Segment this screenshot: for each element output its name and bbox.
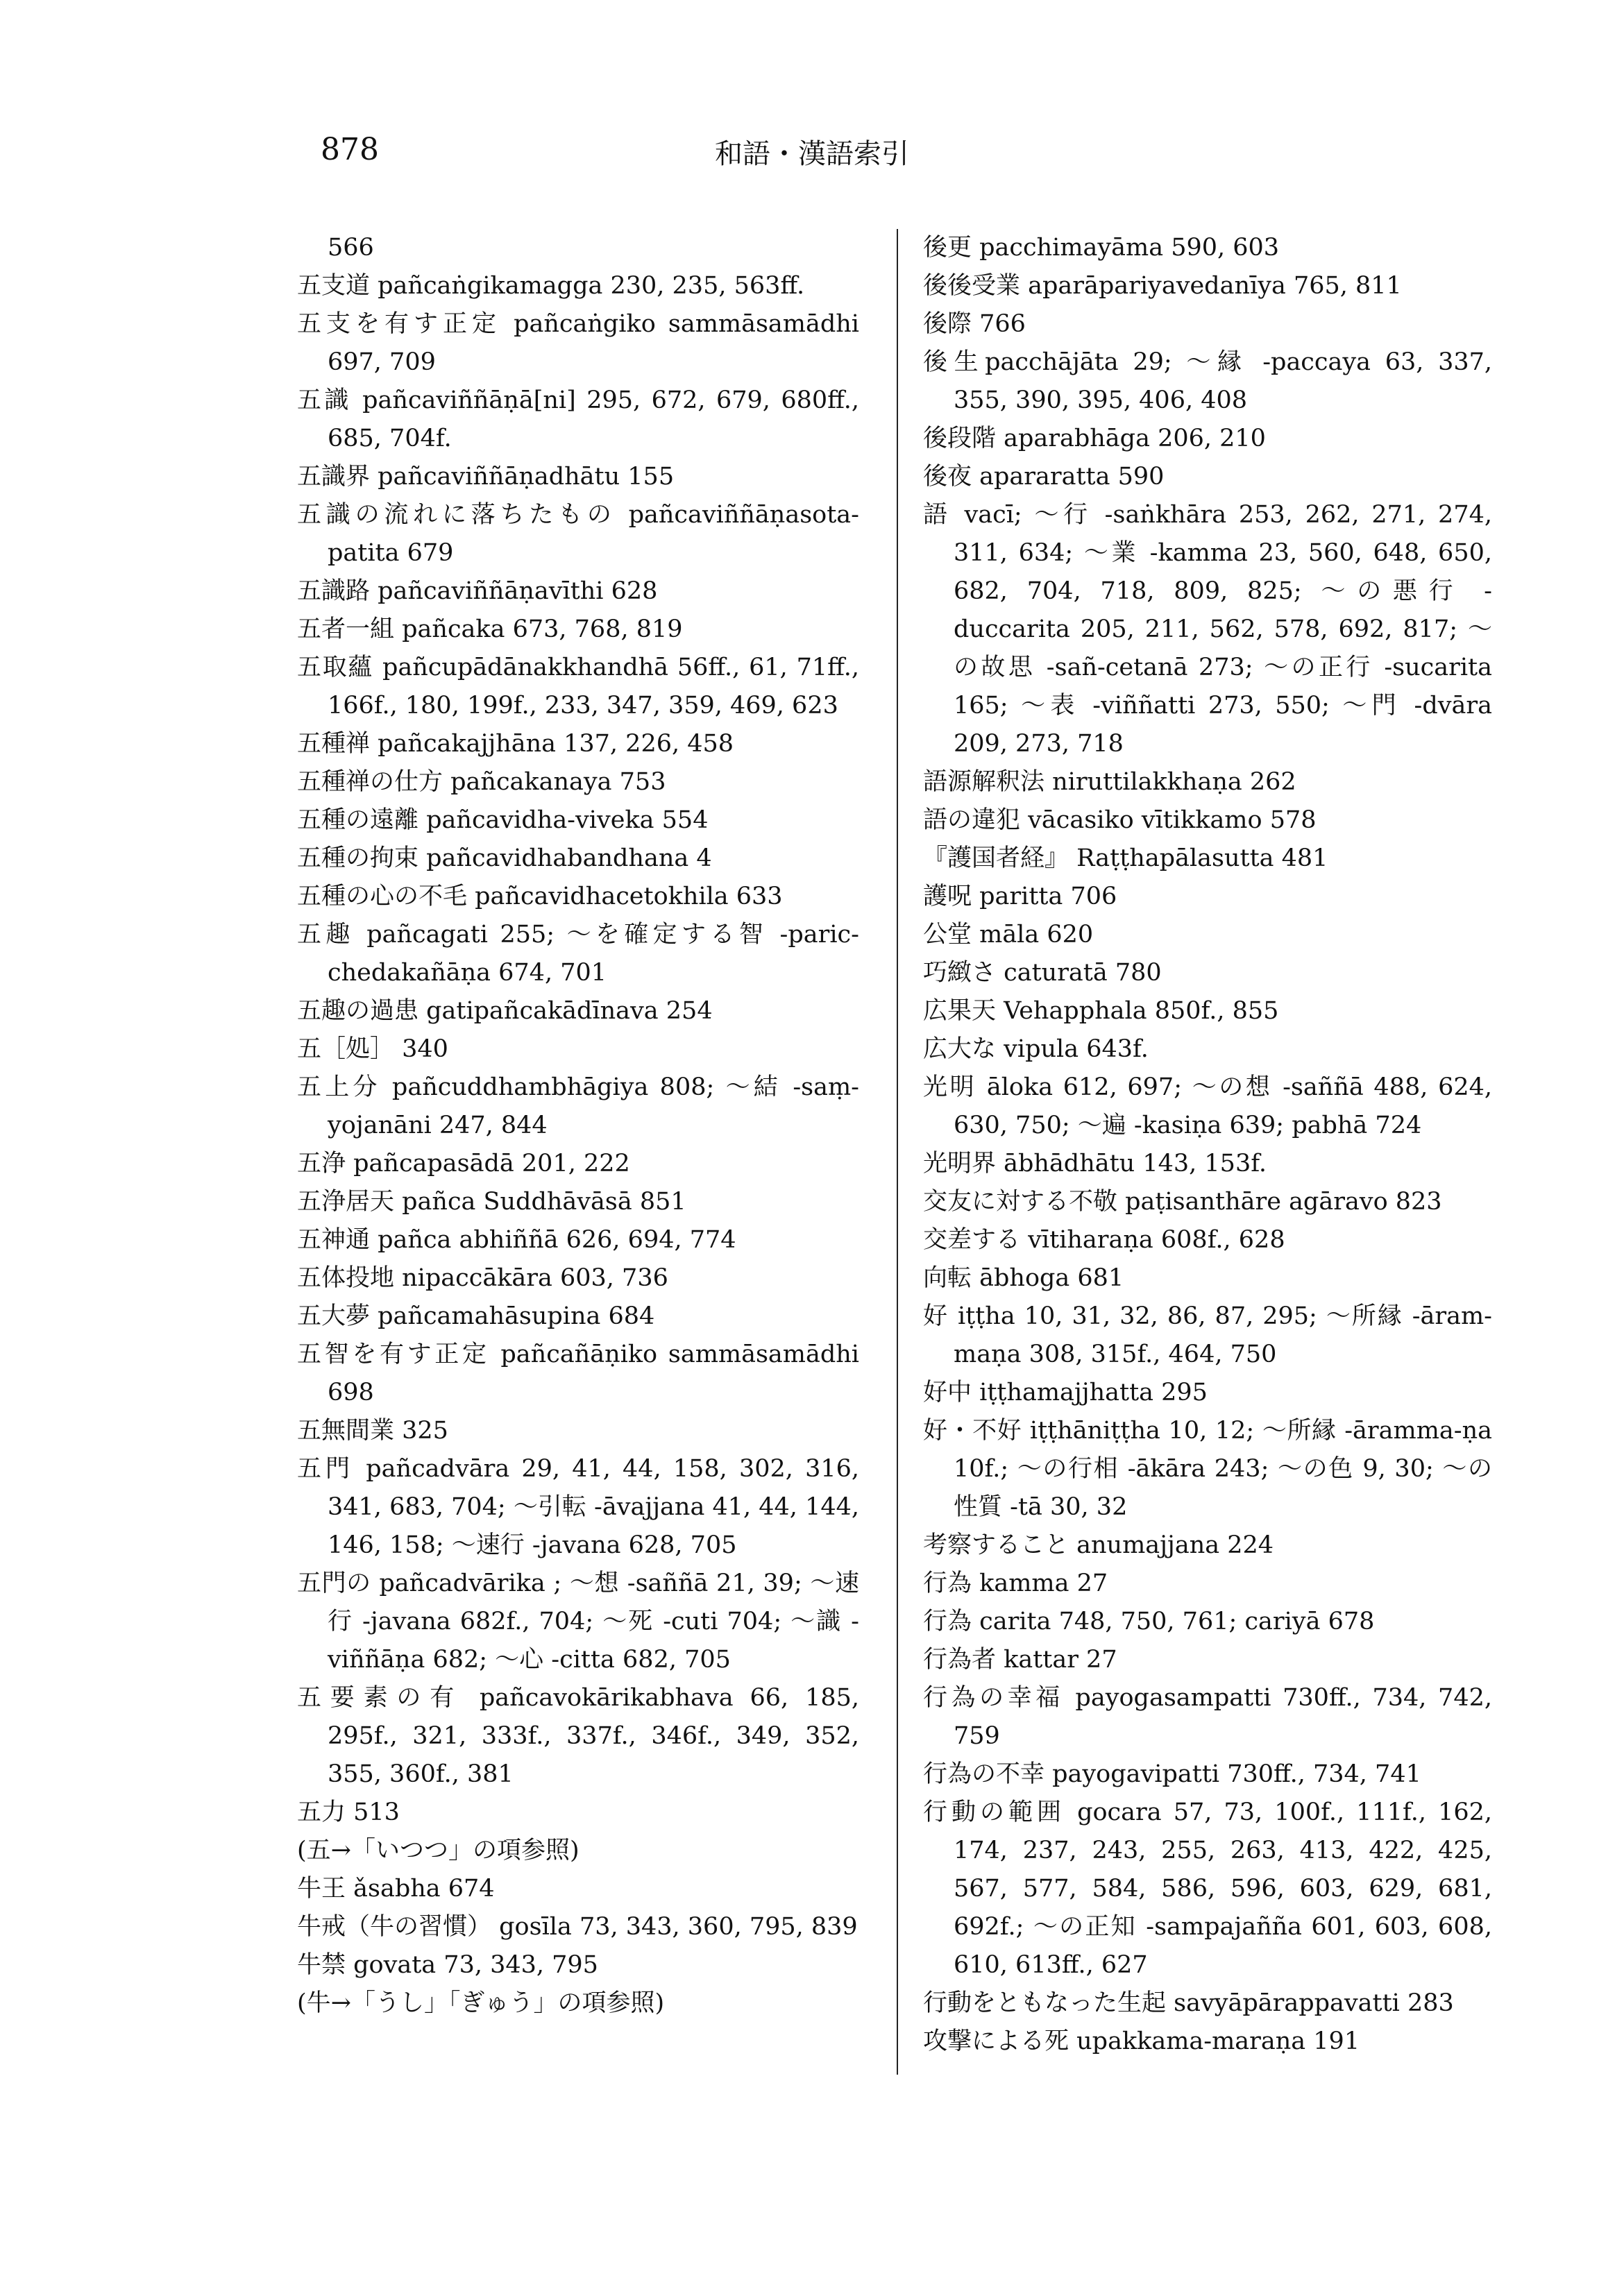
index-entry: 後生pacchājāta 29; ～縁 -paccaya 63, 337, 355, 390, 395, 406, 408: [923, 348, 1492, 414]
page-number: 878: [321, 132, 379, 167]
running-head: 和語・漢語索引: [715, 138, 909, 170]
index-entry: 広大な vipula 643f.: [923, 1035, 1149, 1063]
index-column-left: [297, 229, 859, 2023]
index-column-right: [923, 229, 1492, 2061]
index-entry: 五浄 pañcapasādā 201, 222: [297, 1150, 630, 1177]
index-entry: 五支を有す正定 pañcaṅgiko sammāsamādhi 697, 709: [297, 310, 859, 376]
index-entry: 語源解釈法 niruttilakkhaṇa 262: [923, 768, 1296, 796]
index-entry: 考察すること anumajjana 224: [923, 1531, 1274, 1559]
index-entry: 五種禅 pañcakajjhāna 137, 226, 458: [297, 730, 734, 758]
index-entry: 五種の心の不毛 pañcavidhacetokhila 633: [297, 883, 783, 910]
index-entry: 光明界 ābhādhātu 143, 153f.: [923, 1150, 1267, 1177]
index-entry: 語 vacī; ～行 -saṅkhāra 253, 262, 271, 274, 311, 634; ～業 -kamma 23, 560, 648, 650, 682, 704, 718, 809, 825; ～の悪行 -duccarita 205, 211, 562, 578, 692, 817; ～の故思 -sañ-cetanā 273; ～の正行 -sucarita 165; ～表 -viññatti 273, 550; ～門 -dvāra 209, 273, 718: [923, 501, 1492, 758]
index-entry: 五大夢 pañcamahāsupina 684: [297, 1302, 655, 1330]
index-entry: 行為 kamma 27: [923, 1570, 1108, 1597]
index-entry: 五支道 pañcaṅgikamagga 230, 235, 563ff.: [297, 272, 805, 300]
index-entry: 広果天 Vehapphala 850f., 855: [923, 997, 1279, 1025]
index-entry: 五識 pañcaviññāṇā[ni] 295, 672, 679, 680ff., 685, 704f.: [297, 386, 859, 452]
index-entry: 交差する vītiharaṇa 608f., 628: [923, 1226, 1285, 1254]
index-entry: 好中 iṭṭhamajjhatta 295: [923, 1379, 1208, 1406]
index-entry: 光明 āloka 612, 697; ～の想 -saññā 488, 624, 630, 750; ～遍 -kasiṇa 639; pabhā 724: [923, 1073, 1492, 1139]
index-entry: 牛王 ǎsabha 674: [297, 1875, 495, 1903]
index-entry: 五識界 pañcaviññāṇadhātu 155: [297, 463, 675, 491]
index-entry: 護呪 paritta 706: [923, 883, 1117, 910]
index-entry: 後際 766: [923, 310, 1026, 338]
index-entry: 後後受業 aparāpariyavedanīya 765, 811: [923, 272, 1402, 300]
index-entry: 後夜 apararatta 590: [923, 463, 1165, 491]
index-entry: 五無間業 325: [297, 1417, 448, 1445]
index-entry: 語の違犯 vācasiko vītikkamo 578: [923, 806, 1317, 834]
index-entry: 五種の遠離 pañcavidha-viveka 554: [297, 806, 709, 834]
index-entry: 五趣 pañcagati 255; ～を確定する智 -paric-chedakañāṇa 674, 701: [297, 921, 859, 987]
index-entry: 好・不好 iṭṭhāniṭṭha 10, 12; ～所縁 -āramma-ṇa 10f.; ～の行相 -ākāra 243; ～の色 9, 30; ～の性質 -tā 30, 32: [923, 1417, 1492, 1521]
index-entry: 五趣の過患 gatipañcakādīnava 254: [297, 997, 713, 1025]
column-divider: [897, 229, 898, 2075]
index-entry: 五取蘊 pañcupādānakkhandhā 56ff., 61, 71ff., 166f., 180, 199f., 233, 347, 359, 469, 623: [297, 654, 859, 720]
index-entry: 行為 carita 748, 750, 761; cariyā 678: [923, 1608, 1375, 1635]
index-entry: 五要素の有 pañcavokārikabhava 66, 185, 295f., 321, 333f., 337f., 346f., 349, 352, 355, 360f., 381: [297, 1684, 859, 1788]
index-entry: 公堂 māla 620: [923, 921, 1094, 949]
index-entry: 後段階 aparabhāga 206, 210: [923, 425, 1266, 452]
index-entry: 五者一組 pañcaka 673, 768, 819: [297, 615, 683, 643]
index-entry: 五体投地 nipaccākāra 603, 736: [297, 1264, 668, 1292]
index-entry: 『護国者経』 Raṭṭhapālasutta 481: [923, 844, 1328, 872]
index-entry: 五浄居天 pañca Suddhāvāsā 851: [297, 1188, 686, 1216]
index-entry: 交友に対する不敬 paṭisanthāre agāravo 823: [923, 1188, 1442, 1216]
index-entry: 566: [328, 234, 374, 262]
index-entry: 五種禅の仕方 pañcakanaya 753: [297, 768, 666, 796]
index-entry: 五［処］ 340: [297, 1035, 448, 1063]
index-entry: 五門 pañcadvāra 29, 41, 44, 158, 302, 316, 341, 683, 704; ～引転 -āvajjana 41, 44, 144, 146, 158; ～速行 -javana 628, 705: [297, 1455, 859, 1559]
index-entry: (牛→「うし」「ぎゅう」の項参照): [297, 1989, 665, 2017]
index-entry: (五→「いつつ」の項参照): [297, 1837, 580, 1864]
index-entry: 五種の拘束 pañcavidhabandhana 4: [297, 844, 712, 872]
index-entry: 向転 ābhoga 681: [923, 1264, 1124, 1292]
index-entry: 好 iṭṭha 10, 31, 32, 86, 87, 295; ～所縁 -āram-maṇa 308, 315f., 464, 750: [923, 1302, 1492, 1368]
index-entry: 行為の幸福 payogasampatti 730ff., 734, 742, 759: [923, 1684, 1492, 1750]
index-entry: 後更 pacchimayāma 590, 603: [923, 234, 1280, 262]
index-entry: 行動をともなった生起 savyāpārappavatti 283: [923, 1989, 1454, 2017]
index-entry: 五力 513: [297, 1798, 400, 1826]
index-entry: 五識の流れに落ちたもの pañcaviññāṇasota-patita 679: [297, 501, 859, 567]
index-entry: 行為の不幸 payogavipatti 730ff., 734, 741: [923, 1760, 1421, 1788]
index-entry: 攻撃による死 upakkama-maraṇa 191: [923, 2027, 1360, 2055]
index-entry: 巧緻さ caturatā 780: [923, 959, 1162, 987]
index-entry: 五門の pañcadvārika ; ～想 -saññā 21, 39; ～速行 -javana 682f., 704; ～死 -cuti 704; ～識 -viññāṇa 682; ～心 -citta 682, 705: [297, 1570, 859, 1674]
index-entry: 五神通 pañca abhiññā 626, 694, 774: [297, 1226, 736, 1254]
index-entry: 牛戒（牛の習慣） gosīla 73, 343, 360, 795, 839: [297, 1913, 858, 1941]
index-entry: 五上分 pañcuddhambhāgiya 808; ～結 -saṃ-yojanāni 247, 844: [297, 1073, 859, 1139]
index-entry: 牛禁 govata 73, 343, 795: [297, 1951, 598, 1979]
index-entry: 行為者 kattar 27: [923, 1646, 1117, 1674]
index-entry: 五識路 pañcaviññāṇavīthi 628: [297, 577, 658, 605]
index-entry: 五智を有す正定 pañcañāṇiko sammāsamādhi 698: [297, 1341, 859, 1406]
index-entry: 行動の範囲 gocara 57, 73, 100f., 111f., 162, 174, 237, 243, 255, 263, 413, 422, 425, 567, 577, 584, 586, 596, 603, 629, 681, 692f.; ～の正知 -sampajañña 601, 603, 608, 610, 613ff., 627: [923, 1798, 1492, 1979]
